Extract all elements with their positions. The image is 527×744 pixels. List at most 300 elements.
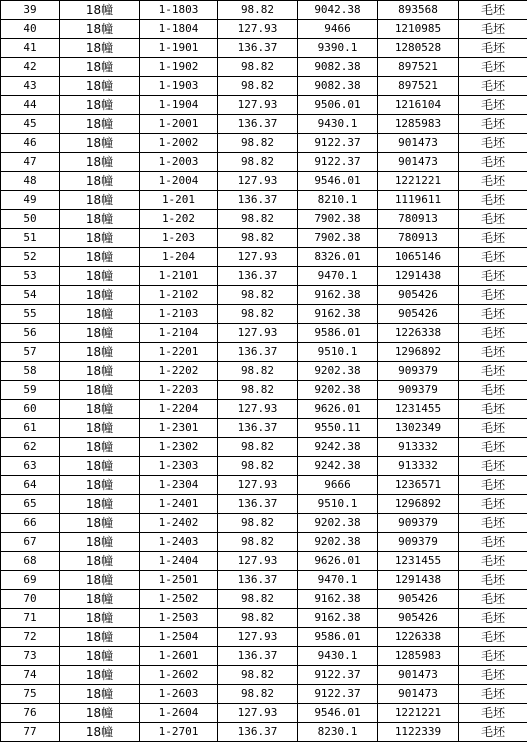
cell-unit-price: 9430.1 xyxy=(298,647,378,666)
cell-room-number: 1-2404 xyxy=(140,552,218,571)
cell-decoration-status: 毛坯 xyxy=(459,191,527,210)
cell-decoration-status: 毛坯 xyxy=(459,552,527,571)
cell-row-number: 74 xyxy=(1,666,60,685)
cell-unit-price: 9586.01 xyxy=(298,324,378,343)
cell-unit-price: 9242.38 xyxy=(298,438,378,457)
cell-area: 136.37 xyxy=(218,419,298,438)
cell-building: 18幢 xyxy=(60,153,140,172)
cell-row-number: 42 xyxy=(1,58,60,77)
cell-total-price: 1296892 xyxy=(378,495,459,514)
table-row xyxy=(1,210,527,229)
cell-area: 98.82 xyxy=(218,153,298,172)
cell-decoration-status: 毛坯 xyxy=(459,419,527,438)
cell-room-number: 1-2602 xyxy=(140,666,218,685)
cell-area: 98.82 xyxy=(218,533,298,552)
cell-building: 18幢 xyxy=(60,457,140,476)
cell-area: 98.82 xyxy=(218,286,298,305)
cell-unit-price: 9202.38 xyxy=(298,533,378,552)
cell-total-price: 909379 xyxy=(378,514,459,533)
cell-decoration-status: 毛坯 xyxy=(459,96,527,115)
cell-row-number: 46 xyxy=(1,134,60,153)
cell-unit-price: 9082.38 xyxy=(298,77,378,96)
cell-total-price: 1291438 xyxy=(378,267,459,286)
cell-decoration-status: 毛坯 xyxy=(459,438,527,457)
cell-total-price: 1231455 xyxy=(378,552,459,571)
cell-building: 18幢 xyxy=(60,533,140,552)
cell-room-number: 1-2201 xyxy=(140,343,218,362)
cell-decoration-status: 毛坯 xyxy=(459,39,527,58)
cell-row-number: 76 xyxy=(1,704,60,723)
table-row xyxy=(1,419,527,438)
cell-row-number: 49 xyxy=(1,191,60,210)
cell-building: 18幢 xyxy=(60,552,140,571)
cell-decoration-status: 毛坯 xyxy=(459,305,527,324)
cell-row-number: 53 xyxy=(1,267,60,286)
cell-unit-price: 9390.1 xyxy=(298,39,378,58)
cell-unit-price: 9506.01 xyxy=(298,96,378,115)
cell-building: 18幢 xyxy=(60,58,140,77)
cell-decoration-status: 毛坯 xyxy=(459,723,527,742)
cell-unit-price: 9122.37 xyxy=(298,685,378,704)
table-row xyxy=(1,20,527,39)
cell-unit-price: 8230.1 xyxy=(298,723,378,742)
cell-building: 18幢 xyxy=(60,1,140,20)
cell-building: 18幢 xyxy=(60,419,140,438)
cell-unit-price: 9162.38 xyxy=(298,590,378,609)
cell-room-number: 1-2204 xyxy=(140,400,218,419)
cell-decoration-status: 毛坯 xyxy=(459,533,527,552)
cell-row-number: 77 xyxy=(1,723,60,742)
table-row xyxy=(1,1,527,20)
cell-decoration-status: 毛坯 xyxy=(459,590,527,609)
cell-row-number: 43 xyxy=(1,77,60,96)
cell-total-price: 897521 xyxy=(378,77,459,96)
table-row xyxy=(1,39,527,58)
cell-row-number: 67 xyxy=(1,533,60,552)
table-row xyxy=(1,552,527,571)
cell-unit-price: 9242.38 xyxy=(298,457,378,476)
cell-row-number: 57 xyxy=(1,343,60,362)
cell-unit-price: 9202.38 xyxy=(298,362,378,381)
cell-unit-price: 9082.38 xyxy=(298,58,378,77)
cell-area: 98.82 xyxy=(218,609,298,628)
cell-row-number: 51 xyxy=(1,229,60,248)
cell-total-price: 901473 xyxy=(378,153,459,172)
cell-row-number: 45 xyxy=(1,115,60,134)
cell-area: 136.37 xyxy=(218,343,298,362)
cell-unit-price: 9202.38 xyxy=(298,381,378,400)
table-row xyxy=(1,381,527,400)
cell-room-number: 1-2102 xyxy=(140,286,218,305)
cell-total-price: 909379 xyxy=(378,381,459,400)
cell-total-price: 901473 xyxy=(378,685,459,704)
table-row xyxy=(1,115,527,134)
cell-decoration-status: 毛坯 xyxy=(459,210,527,229)
cell-row-number: 66 xyxy=(1,514,60,533)
cell-area: 127.93 xyxy=(218,20,298,39)
cell-room-number: 1-2502 xyxy=(140,590,218,609)
cell-room-number: 1-2303 xyxy=(140,457,218,476)
cell-area: 98.82 xyxy=(218,305,298,324)
cell-decoration-status: 毛坯 xyxy=(459,685,527,704)
cell-area: 98.82 xyxy=(218,514,298,533)
cell-total-price: 1226338 xyxy=(378,628,459,647)
cell-area: 136.37 xyxy=(218,191,298,210)
cell-row-number: 73 xyxy=(1,647,60,666)
cell-area: 98.82 xyxy=(218,362,298,381)
table-row xyxy=(1,286,527,305)
cell-building: 18幢 xyxy=(60,39,140,58)
cell-unit-price: 9546.01 xyxy=(298,704,378,723)
table-row xyxy=(1,362,527,381)
cell-unit-price: 9122.37 xyxy=(298,666,378,685)
cell-decoration-status: 毛坯 xyxy=(459,134,527,153)
cell-row-number: 69 xyxy=(1,571,60,590)
cell-row-number: 39 xyxy=(1,1,60,20)
cell-total-price: 909379 xyxy=(378,362,459,381)
cell-decoration-status: 毛坯 xyxy=(459,229,527,248)
cell-unit-price: 9470.1 xyxy=(298,571,378,590)
cell-room-number: 1-2401 xyxy=(140,495,218,514)
cell-area: 98.82 xyxy=(218,685,298,704)
cell-area: 98.82 xyxy=(218,210,298,229)
cell-building: 18幢 xyxy=(60,134,140,153)
cell-unit-price: 9550.11 xyxy=(298,419,378,438)
cell-room-number: 1-2001 xyxy=(140,115,218,134)
cell-room-number: 1-2402 xyxy=(140,514,218,533)
cell-decoration-status: 毛坯 xyxy=(459,571,527,590)
cell-row-number: 41 xyxy=(1,39,60,58)
cell-room-number: 1-2601 xyxy=(140,647,218,666)
cell-building: 18幢 xyxy=(60,571,140,590)
table-row xyxy=(1,229,527,248)
cell-building: 18幢 xyxy=(60,324,140,343)
cell-row-number: 40 xyxy=(1,20,60,39)
cell-room-number: 1-2701 xyxy=(140,723,218,742)
cell-total-price: 893568 xyxy=(378,1,459,20)
cell-row-number: 54 xyxy=(1,286,60,305)
cell-room-number: 1-2103 xyxy=(140,305,218,324)
cell-area: 98.82 xyxy=(218,77,298,96)
cell-row-number: 48 xyxy=(1,172,60,191)
table-row xyxy=(1,514,527,533)
cell-room-number: 1-2302 xyxy=(140,438,218,457)
cell-unit-price: 9430.1 xyxy=(298,115,378,134)
table-row xyxy=(1,533,527,552)
cell-total-price: 909379 xyxy=(378,533,459,552)
cell-decoration-status: 毛坯 xyxy=(459,400,527,419)
cell-area: 127.93 xyxy=(218,172,298,191)
cell-total-price: 901473 xyxy=(378,666,459,685)
cell-unit-price: 7902.38 xyxy=(298,210,378,229)
table-row xyxy=(1,704,527,723)
cell-decoration-status: 毛坯 xyxy=(459,153,527,172)
cell-unit-price: 8326.01 xyxy=(298,248,378,267)
cell-building: 18幢 xyxy=(60,590,140,609)
cell-area: 127.93 xyxy=(218,704,298,723)
cell-row-number: 70 xyxy=(1,590,60,609)
cell-building: 18幢 xyxy=(60,495,140,514)
cell-building: 18幢 xyxy=(60,438,140,457)
cell-room-number: 1-203 xyxy=(140,229,218,248)
cell-row-number: 61 xyxy=(1,419,60,438)
cell-total-price: 1065146 xyxy=(378,248,459,267)
cell-total-price: 1231455 xyxy=(378,400,459,419)
cell-room-number: 1-1803 xyxy=(140,1,218,20)
cell-row-number: 72 xyxy=(1,628,60,647)
cell-building: 18幢 xyxy=(60,191,140,210)
cell-building: 18幢 xyxy=(60,305,140,324)
cell-decoration-status: 毛坯 xyxy=(459,647,527,666)
cell-row-number: 68 xyxy=(1,552,60,571)
cell-total-price: 897521 xyxy=(378,58,459,77)
cell-room-number: 1-2003 xyxy=(140,153,218,172)
cell-decoration-status: 毛坯 xyxy=(459,115,527,134)
cell-row-number: 62 xyxy=(1,438,60,457)
table-row xyxy=(1,457,527,476)
cell-room-number: 1-2101 xyxy=(140,267,218,286)
cell-row-number: 64 xyxy=(1,476,60,495)
cell-row-number: 44 xyxy=(1,96,60,115)
cell-area: 127.93 xyxy=(218,96,298,115)
cell-total-price: 1221221 xyxy=(378,172,459,191)
cell-building: 18幢 xyxy=(60,115,140,134)
table-row xyxy=(1,723,527,742)
cell-building: 18幢 xyxy=(60,267,140,286)
cell-unit-price: 9122.37 xyxy=(298,153,378,172)
cell-room-number: 1-2501 xyxy=(140,571,218,590)
cell-area: 98.82 xyxy=(218,381,298,400)
cell-area: 127.93 xyxy=(218,552,298,571)
cell-decoration-status: 毛坯 xyxy=(459,248,527,267)
cell-room-number: 1-2301 xyxy=(140,419,218,438)
table-row xyxy=(1,685,527,704)
price-table-body xyxy=(1,1,527,742)
cell-building: 18幢 xyxy=(60,628,140,647)
cell-room-number: 1-2504 xyxy=(140,628,218,647)
cell-room-number: 1-2002 xyxy=(140,134,218,153)
cell-room-number: 1-1902 xyxy=(140,58,218,77)
cell-decoration-status: 毛坯 xyxy=(459,324,527,343)
cell-building: 18幢 xyxy=(60,666,140,685)
cell-unit-price: 9666 xyxy=(298,476,378,495)
cell-unit-price: 9042.38 xyxy=(298,1,378,20)
cell-decoration-status: 毛坯 xyxy=(459,362,527,381)
cell-room-number: 1-2104 xyxy=(140,324,218,343)
cell-building: 18幢 xyxy=(60,229,140,248)
table-row xyxy=(1,305,527,324)
cell-building: 18幢 xyxy=(60,248,140,267)
cell-room-number: 1-2603 xyxy=(140,685,218,704)
cell-total-price: 1210985 xyxy=(378,20,459,39)
cell-total-price: 1296892 xyxy=(378,343,459,362)
cell-room-number: 1-2503 xyxy=(140,609,218,628)
table-row xyxy=(1,400,527,419)
cell-room-number: 1-2304 xyxy=(140,476,218,495)
cell-decoration-status: 毛坯 xyxy=(459,77,527,96)
cell-row-number: 75 xyxy=(1,685,60,704)
cell-unit-price: 9162.38 xyxy=(298,286,378,305)
table-row xyxy=(1,571,527,590)
table-row xyxy=(1,590,527,609)
cell-unit-price: 7902.38 xyxy=(298,229,378,248)
cell-area: 98.82 xyxy=(218,229,298,248)
cell-decoration-status: 毛坯 xyxy=(459,267,527,286)
cell-total-price: 913332 xyxy=(378,438,459,457)
cell-row-number: 56 xyxy=(1,324,60,343)
cell-area: 127.93 xyxy=(218,628,298,647)
cell-area: 127.93 xyxy=(218,400,298,419)
cell-unit-price: 9162.38 xyxy=(298,305,378,324)
cell-row-number: 65 xyxy=(1,495,60,514)
table-row xyxy=(1,248,527,267)
cell-total-price: 1216104 xyxy=(378,96,459,115)
cell-total-price: 780913 xyxy=(378,210,459,229)
cell-building: 18幢 xyxy=(60,514,140,533)
cell-total-price: 905426 xyxy=(378,590,459,609)
cell-total-price: 1285983 xyxy=(378,647,459,666)
cell-decoration-status: 毛坯 xyxy=(459,1,527,20)
cell-row-number: 60 xyxy=(1,400,60,419)
cell-total-price: 901473 xyxy=(378,134,459,153)
cell-total-price: 1285983 xyxy=(378,115,459,134)
cell-room-number: 1-201 xyxy=(140,191,218,210)
cell-room-number: 1-2403 xyxy=(140,533,218,552)
cell-room-number: 1-1903 xyxy=(140,77,218,96)
cell-unit-price: 9586.01 xyxy=(298,628,378,647)
cell-area: 136.37 xyxy=(218,39,298,58)
cell-room-number: 1-1804 xyxy=(140,20,218,39)
table-row xyxy=(1,134,527,153)
cell-row-number: 52 xyxy=(1,248,60,267)
cell-building: 18幢 xyxy=(60,210,140,229)
cell-total-price: 1226338 xyxy=(378,324,459,343)
cell-unit-price: 9510.1 xyxy=(298,495,378,514)
cell-total-price: 1291438 xyxy=(378,571,459,590)
cell-area: 98.82 xyxy=(218,438,298,457)
table-row xyxy=(1,191,527,210)
cell-building: 18幢 xyxy=(60,647,140,666)
table-row xyxy=(1,666,527,685)
cell-building: 18幢 xyxy=(60,685,140,704)
cell-decoration-status: 毛坯 xyxy=(459,495,527,514)
cell-area: 98.82 xyxy=(218,134,298,153)
cell-unit-price: 9202.38 xyxy=(298,514,378,533)
table-row xyxy=(1,77,527,96)
cell-building: 18幢 xyxy=(60,77,140,96)
cell-row-number: 50 xyxy=(1,210,60,229)
table-row xyxy=(1,324,527,343)
cell-total-price: 1221221 xyxy=(378,704,459,723)
cell-decoration-status: 毛坯 xyxy=(459,514,527,533)
cell-building: 18幢 xyxy=(60,362,140,381)
cell-building: 18幢 xyxy=(60,286,140,305)
cell-row-number: 58 xyxy=(1,362,60,381)
cell-building: 18幢 xyxy=(60,723,140,742)
cell-room-number: 1-1901 xyxy=(140,39,218,58)
cell-room-number: 1-2604 xyxy=(140,704,218,723)
cell-total-price: 1280528 xyxy=(378,39,459,58)
cell-building: 18幢 xyxy=(60,172,140,191)
cell-building: 18幢 xyxy=(60,609,140,628)
cell-decoration-status: 毛坯 xyxy=(459,628,527,647)
cell-total-price: 1302349 xyxy=(378,419,459,438)
cell-building: 18幢 xyxy=(60,20,140,39)
cell-building: 18幢 xyxy=(60,400,140,419)
cell-building: 18幢 xyxy=(60,381,140,400)
cell-unit-price: 8210.1 xyxy=(298,191,378,210)
cell-decoration-status: 毛坯 xyxy=(459,457,527,476)
cell-unit-price: 9546.01 xyxy=(298,172,378,191)
cell-area: 136.37 xyxy=(218,267,298,286)
table-row xyxy=(1,267,527,286)
table-row xyxy=(1,58,527,77)
cell-area: 127.93 xyxy=(218,476,298,495)
table-row xyxy=(1,96,527,115)
cell-decoration-status: 毛坯 xyxy=(459,58,527,77)
cell-room-number: 1-1904 xyxy=(140,96,218,115)
cell-area: 136.37 xyxy=(218,723,298,742)
table-row xyxy=(1,343,527,362)
cell-area: 98.82 xyxy=(218,457,298,476)
table-row xyxy=(1,495,527,514)
cell-decoration-status: 毛坯 xyxy=(459,343,527,362)
cell-decoration-status: 毛坯 xyxy=(459,609,527,628)
cell-area: 98.82 xyxy=(218,666,298,685)
table-row xyxy=(1,628,527,647)
cell-area: 98.82 xyxy=(218,590,298,609)
cell-unit-price: 9510.1 xyxy=(298,343,378,362)
cell-building: 18幢 xyxy=(60,96,140,115)
cell-area: 98.82 xyxy=(218,58,298,77)
cell-decoration-status: 毛坯 xyxy=(459,286,527,305)
cell-unit-price: 9470.1 xyxy=(298,267,378,286)
cell-area: 136.37 xyxy=(218,647,298,666)
cell-area: 98.82 xyxy=(218,1,298,20)
cell-unit-price: 9626.01 xyxy=(298,400,378,419)
cell-building: 18幢 xyxy=(60,704,140,723)
cell-total-price: 1236571 xyxy=(378,476,459,495)
table-row xyxy=(1,476,527,495)
cell-room-number: 1-2203 xyxy=(140,381,218,400)
cell-row-number: 47 xyxy=(1,153,60,172)
cell-unit-price: 9162.38 xyxy=(298,609,378,628)
cell-decoration-status: 毛坯 xyxy=(459,476,527,495)
table-row xyxy=(1,647,527,666)
table-row xyxy=(1,172,527,191)
table-row xyxy=(1,438,527,457)
cell-building: 18幢 xyxy=(60,343,140,362)
cell-decoration-status: 毛坯 xyxy=(459,172,527,191)
cell-total-price: 913332 xyxy=(378,457,459,476)
cell-row-number: 55 xyxy=(1,305,60,324)
cell-room-number: 1-202 xyxy=(140,210,218,229)
cell-decoration-status: 毛坯 xyxy=(459,20,527,39)
cell-area: 136.37 xyxy=(218,571,298,590)
cell-total-price: 780913 xyxy=(378,229,459,248)
cell-row-number: 71 xyxy=(1,609,60,628)
cell-total-price: 905426 xyxy=(378,609,459,628)
cell-area: 127.93 xyxy=(218,324,298,343)
cell-room-number: 1-2004 xyxy=(140,172,218,191)
cell-unit-price: 9122.37 xyxy=(298,134,378,153)
cell-area: 127.93 xyxy=(218,248,298,267)
cell-decoration-status: 毛坯 xyxy=(459,381,527,400)
cell-total-price: 905426 xyxy=(378,305,459,324)
cell-total-price: 1119611 xyxy=(378,191,459,210)
cell-building: 18幢 xyxy=(60,476,140,495)
cell-decoration-status: 毛坯 xyxy=(459,704,527,723)
